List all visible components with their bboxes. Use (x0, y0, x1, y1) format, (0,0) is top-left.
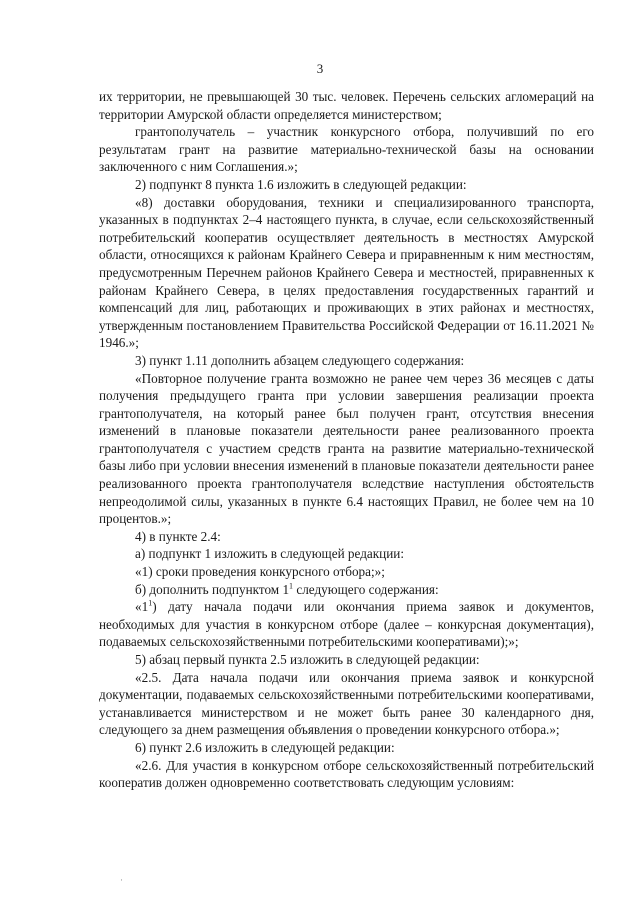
paragraph-item-2: 2) подпункт 8 пункта 1.6 изложить в следующей редакции: (135, 176, 467, 192)
paragraph-item-4b (99, 581, 594, 599)
paragraph-subitem-1-1-text (99, 598, 594, 651)
paragraph-item-6: 6) пункт 2.6 изложить в следующей редакции: (135, 739, 395, 755)
paragraph-repeat-grant-text: «Повторное получение гранта возможно не ранее чем через 36 месяцев с даты получения предыдущего гранта при условии завершения реализации проекта грантополучателя, на который ранее был получен грант, отсутствия внесения изменений в плановые показатели деятельности ранее реализованного проекта грантополучателя с участием средств гранта на развитие материально-технической базы либо при условии внесения изменений в плановые показатели деятельности ранее реализованного проекта грантополучателя вследствие наступления обстоятельств непреодолимой силы, указанных в пункте 6.4 настоящих Правил, не более чем на 10 процентов.»; (99, 370, 594, 527)
paragraph-item-4: 4) в пункте 2.4: (135, 528, 221, 544)
superscript-marker: 1 (289, 581, 294, 591)
paragraph-subitem-1-1-start: «1 (135, 599, 149, 615)
paragraph-subitem-1-1-end: ) дату начала подачи или окончания приема заявок и документов, необходимых для участия в конкурсном отборе (далее – конкурсная документация), подаваемых сельскохозяйственными потребительскими кооперативами);»; (99, 599, 594, 650)
paragraph-item-4b-end: следующего содержания: (293, 581, 439, 597)
paragraph-2-5-text: «2.5. Дата начала подачи или окончания приема заявок и конкурсной документации, подаваемых сельскохозяйственными потребительскими кооперативами, устанавливается министерством и не может быть ранее 30 календарного дня, следующего за днем размещения объявления о проведении конкурсного отбора.»; (99, 669, 594, 738)
page-number: 3 (316, 61, 324, 76)
paragraph-item-3: 3) пункт 1.11 дополнить абзацем следующего содержания: (135, 352, 465, 368)
paragraph-subitem-8-text: «8) доставки оборудования, техники и специализированного транспорта, указанных в подпунктах 2–4 настоящего пункта, в случае, если сельскохозяйственный потребительский кооператив осуществляет деятельность в местностях Амурской области, относящихся к районам Крайнего Севера и приравненным к ним местностям, предусмотренным Перечнем районов Крайнего Севера и местностей, приравненных к районам Крайнего Севера, в целях предоставления государственных гарантий и компенсаций для лиц, работающих и проживающих в этих районах и местностях, утвержденным постановлением Правительства Российской Федерации от 16.11.2021 № 1946.»; (99, 194, 594, 351)
paragraph-2-6-text: «2.6. Для участия в конкурсном отборе сельскохозяйственный потребительский кооператив должен одновременно соответствовать следующим условиям: (99, 757, 594, 791)
paragraph-item-4b-start: б) дополнить подпунктом 1 (135, 581, 290, 597)
document-body (99, 88, 594, 792)
paragraph-item-4a: а) подпункт 1 изложить в следующей редакции: (135, 546, 405, 562)
scan-mark: · (120, 875, 123, 885)
superscript-marker: 1 (148, 598, 153, 608)
paragraph-item-5: 5) абзац первый пункта 2.5 изложить в следующей редакции: (135, 652, 480, 667)
paragraph-grant-recipient-definition: грантополучатель – участник конкурсного отбора, получивший по его результатам грант на развитие материально-технической базы на основании заключенного с ним Соглашения.»; (99, 124, 594, 175)
paragraph-subitem-1-text: «1) сроки проведения конкурсного отбора;»; (135, 564, 385, 580)
paragraph-definition-continuation: их территории, не превышающей 30 тыс. человек. Перечень сельских агломераций на территории Амурской области определяется министерством; (99, 89, 594, 122)
